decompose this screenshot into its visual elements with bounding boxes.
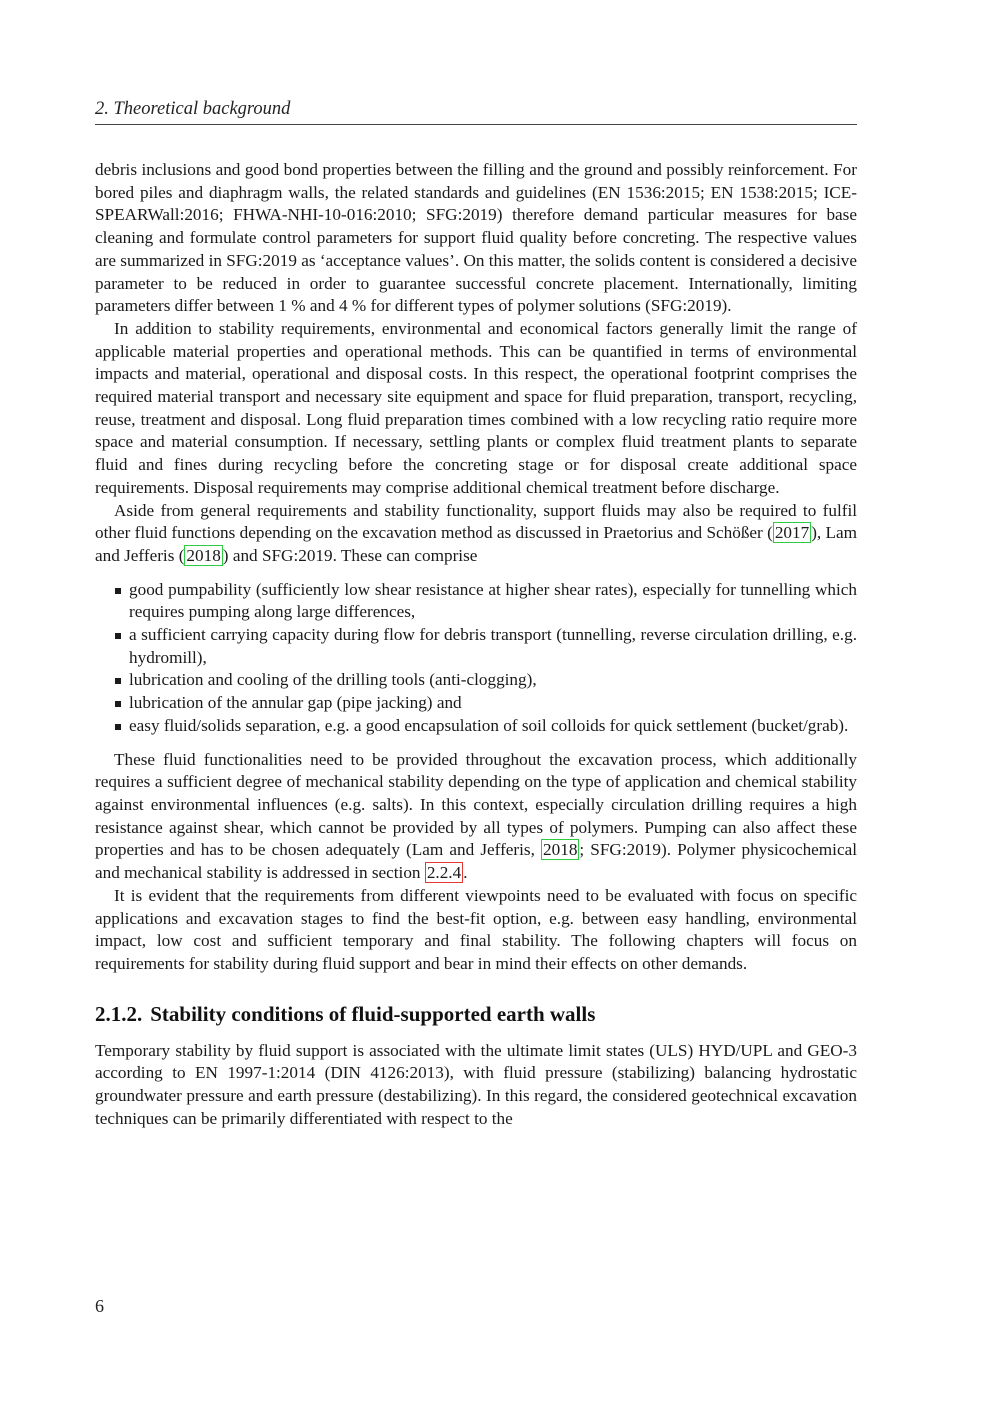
list-item: a sufficient carrying capacity during flow for debris transport (tunnelling, reverse circulation drilling, e.g. hydromill), <box>95 624 857 669</box>
list-item: lubrication and cooling of the drilling tools (anti-clogging), <box>95 669 857 692</box>
bullet-square-icon <box>115 678 121 684</box>
section-heading <box>95 1000 857 1028</box>
paragraph-5: It is evident that the requirements from different viewpoints need to be evaluated with focus on specific applications and excavation stages to find the best-fit option, e.g. between easy handling, environmental impact, low cost and sufficient temporary and final stability. The following chapters will focus on requirements for stability during fluid support and bear in mind their effects on other demands. <box>95 885 857 973</box>
paragraph-4 <box>95 749 857 885</box>
paragraph-3-text-a: Aside from general requirements and stability functionality, support fluids may also be required to fulfil other fluid functions depending on the excavation method as discussed in Praetorius and Schößer <box>95 500 857 543</box>
section-title: Stability conditions of fluid-supported earth walls <box>150 1001 596 1026</box>
paragraph-4-text-b: ; SFG:2019). Polymer physicochemical and mechanical stability is addressed in section <box>95 840 857 883</box>
bullet-square-icon <box>115 724 121 730</box>
paragraph-3-text-b: , Lam and Jefferis <box>95 523 858 565</box>
citation-link-lam-2018[interactable]: 2018 <box>186 545 221 565</box>
page-number: 6 <box>95 1296 104 1316</box>
list-item: easy fluid/solids separation, e.g. a good encapsulation of soil colloids for quick settlement (bucket/grab). <box>95 715 857 738</box>
fluid-function-list <box>95 579 857 738</box>
citation-link-lam-2018-b[interactable]: 2018 <box>543 840 578 860</box>
paragraph-2: In addition to stability requirements, environmental and economical factors generally limit the range of applicable material properties and operational methods. This can be quantified in terms of environmental impacts and material, operational and disposal costs. In this respect, the operational footprint comprises the required material transport and necessary site equipment and space for fluid preparation, transport, recycling, reuse, treatment and disposal. Long fluid preparation times combined with a low recycling ratio require more space and material consumption. If necessary, settling plants or complex fluid treatment plants to separate fluid and fines during recycling before the concreting stage or for disposal create additional space requirements. Disposal requirements may comprise additional chemical treatment before discharge. <box>95 318 857 497</box>
citation-link-praetorius-2017[interactable]: 2017 <box>774 523 810 543</box>
bullet-square-icon <box>115 701 121 707</box>
section-number: 2.1.2. <box>95 1001 143 1026</box>
paragraph-4-text-c: . <box>463 863 468 883</box>
paragraph-4-text-a: These fluid functionalities need to be provided throughout the excavation process, which additionally requires a sufficient degree of mechanical stability depending on the type of application and chemical stability against environmental influences (e.g. salts). In this context, especially circulation drilling requires a high resistance against shear, which cannot be provided by all types of polymers. Pumping can also affect these properties and has to be chosen adequately (Lam and Jefferis, <box>95 749 857 860</box>
paragraph-6: Temporary stability by fluid support is associated with the ultimate limit states (ULS) HYD/UPL and GEO-3 according to EN 1997-1:2014 (DIN 4126:2013), with fluid pressure (stabilizing) balancing hydrostatic groundwater pressure and earth pressure (destabilizing). In this regard, the considered geotechnical excavation techniques can be primarily differentiated with respect to the <box>95 1040 857 1128</box>
list-item: good pumpability (sufficiently low shear resistance at higher shear rates), especially for tunnelling which requires pumping along large differences, <box>95 579 857 624</box>
running-head: 2. Theoretical background <box>95 99 291 119</box>
bullet-square-icon <box>115 633 121 639</box>
list-item: lubrication of the annular gap (pipe jacking) and <box>95 692 857 715</box>
paragraph-3: Aside from general requirements and stability functionality, support fluids may also be required to fulfil other fluid functions depending on the excavation method as discussed in Praetorius and Schößer ( 2017 ), Lam and Jefferis ( 2018 ) and SFG:2019. These can comprise <box>95 500 858 565</box>
body-text <box>95 159 857 1130</box>
paragraph-3-text-c: and SFG:2019. These can comprise <box>228 545 478 565</box>
bullet-square-icon <box>115 588 121 594</box>
section-link-2-2-4[interactable]: 2.2.4 <box>426 863 462 883</box>
header-rule <box>95 124 857 125</box>
paragraph-1: debris inclusions and good bond properties between the filling and the ground and possibly reinforcement. For bored piles and diaphragm walls, the related standards and guidelines (EN 1536:2015; EN 1538:2015; ICE-SPEARWall:2016; FHWA-NHI-10-016:2010; SFG:2019) therefore demand particular measures for base cleaning and formulate control parameters for support fluid quality before concreting. The respective values are summarized in SFG:2019 as ‘acceptance values’. On this matter, the solids content is considered a decisive parameter to be reduced in order to guarantee successful concrete placement. Internationally, limiting parameters differ between 1 % and 4 % for different types of polymer solutions (SFG:2019). <box>95 160 858 316</box>
